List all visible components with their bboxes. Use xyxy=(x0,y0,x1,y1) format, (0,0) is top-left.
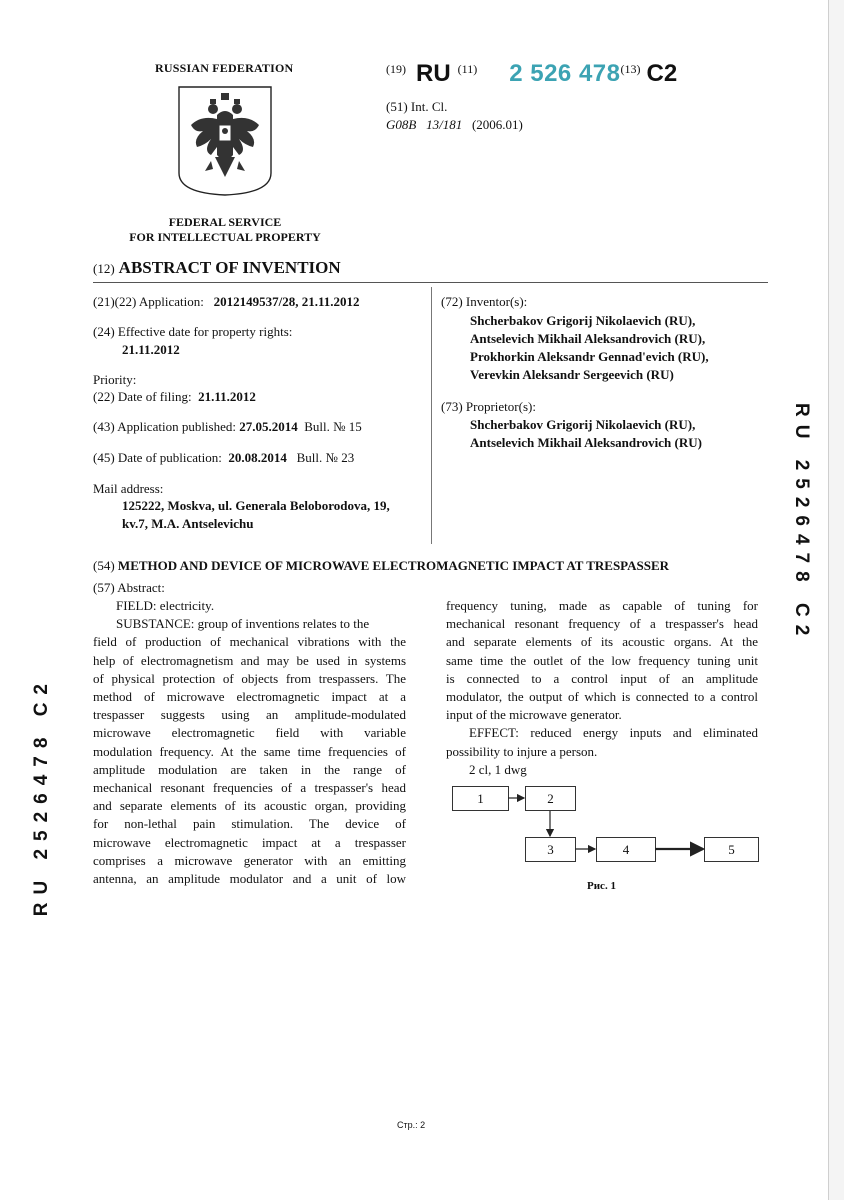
mail-address-label: Mail address: xyxy=(93,481,164,496)
effective-date-value: 21.11.2012 xyxy=(122,342,180,357)
block-5: 5 xyxy=(704,837,759,862)
application-value: 2012149537/28, 21.11.2012 xyxy=(213,294,360,309)
priority-label: Priority: xyxy=(93,372,137,387)
int-cl-version: (2006.01) xyxy=(471,117,523,132)
code-13: (13) xyxy=(620,62,641,76)
page-number: Стр.: 2 xyxy=(397,1120,426,1130)
publication-date-bulletin: Bull. № 23 xyxy=(296,450,355,465)
abstract-column-right xyxy=(446,597,758,779)
substance-line: SUBSTANCE: group of inventions relates to the xyxy=(116,616,370,632)
proprietor-item: Antselevich Mikhail Aleksandrovich (RU) xyxy=(470,435,702,450)
block-1: 1 xyxy=(452,786,509,811)
substance-line: help of electromagnetism and may be used in systems xyxy=(93,652,406,668)
title-code: (54) xyxy=(93,558,115,573)
title-text: METHOD AND DEVICE OF MICROWAVE ELECTROMAGNETIC IMPACT AT TRESPASSER xyxy=(117,558,670,573)
inventor-list xyxy=(470,312,709,384)
proprietor-list xyxy=(470,416,702,452)
code-11: (11) xyxy=(457,62,478,76)
substance-line: same time the outlet of the low frequency tuning unit xyxy=(446,652,758,668)
inventor-item: Antselevich Mikhail Aleksandrovich (RU), xyxy=(470,331,706,346)
substance-line: comprises a microwave generator with an emitting xyxy=(93,852,406,868)
side-label-right: RU 2526478 C2 xyxy=(791,403,812,644)
publication-date-field xyxy=(93,449,354,467)
figure-caption: Рис. 1 xyxy=(587,880,616,892)
patent-number: 2 526 478 xyxy=(509,60,621,87)
substance-line: microwave electromagnetic field with variable xyxy=(93,725,406,741)
patent-id-line xyxy=(386,60,677,88)
filing-date-value: 21.11.2012 xyxy=(198,389,256,404)
inventor-label: (72) Inventor(s): xyxy=(441,294,528,309)
substance-line: frequency tuning, made as capable of tuning for xyxy=(446,598,758,613)
substance-line: amplitude modulation are taken in the range of xyxy=(93,761,406,777)
effect-line: EFFECT: reduced energy inputs and eliminated xyxy=(469,725,758,741)
substance-line: is connected to a control input of an amplitude xyxy=(446,670,758,686)
column-divider xyxy=(431,287,432,544)
mail-address-line2: kv.7, M.A. Antselevichu xyxy=(122,516,254,531)
publication-date-label: (45) Date of publication: xyxy=(93,450,222,465)
substance-line: and separate elements of its acoustic organs. At the xyxy=(446,634,758,650)
state-emblem-icon xyxy=(177,85,273,197)
code-19: (19) xyxy=(386,62,406,76)
application-label: (21)(22) Application: xyxy=(93,294,204,309)
doc-type-label: ABSTRACT OF INVENTION xyxy=(118,258,341,277)
substance-line: for non-lethal pain stimulation. The device of xyxy=(93,816,406,832)
country-label: RUSSIAN FEDERATION xyxy=(155,61,294,75)
inventor-item: Verevkin Aleksandr Sergeevich (RU) xyxy=(470,367,674,382)
application-published-field xyxy=(93,418,362,436)
inventor-item: Shcherbakov Grigorij Nikolaevich (RU), xyxy=(470,313,696,328)
doc-type-code: (12) xyxy=(93,261,115,276)
substance-line: modulation frequency. At the same time frequencies of xyxy=(93,743,406,759)
block-diagram-arrows xyxy=(440,780,770,870)
side-label-left: RU 2526478 C2 xyxy=(31,676,52,917)
effective-date-label: (24) Effective date for property rights: xyxy=(93,324,293,339)
abstract-column-left xyxy=(93,597,406,888)
substance-line: of physical protection of objects from trespassers. The xyxy=(93,670,406,686)
int-cl-class: G08B 13/181 xyxy=(386,117,463,132)
substance-line: mechanical resonant frequency of a trespasser's head xyxy=(446,616,758,632)
substance-line: antenna, an amplitude modulator and a unit of low xyxy=(93,871,406,887)
filing-date-field xyxy=(93,388,256,406)
application-field xyxy=(93,293,360,311)
abstract-label: (57) Abstract: xyxy=(93,580,165,595)
effect-line: possibility to injure a person. xyxy=(446,743,598,759)
proprietor-label: (73) Proprietor(s): xyxy=(441,399,536,414)
kind-code: C2 xyxy=(646,60,678,87)
int-cl-line xyxy=(386,116,523,134)
block-2: 2 xyxy=(525,786,576,811)
block-4: 4 xyxy=(596,837,656,862)
office-code: RU xyxy=(416,60,451,87)
substance-line: modulator, the output of which is connected to a control xyxy=(446,689,758,705)
doc-type-heading xyxy=(93,258,341,278)
substance-line: microwave electromagnetic impact at a trespasser xyxy=(93,834,406,850)
mail-address-line1: 125222, Moskva, ul. Generala Beloborodova, 19, xyxy=(122,498,390,513)
substance-line: and separate elements of its acoustic organ, providing xyxy=(93,798,406,814)
substance-line: mechanical resonant frequencies of a trespasser's head xyxy=(93,780,406,796)
page-edge xyxy=(828,0,844,1200)
substance-line: trespasser suggests using an amplitude-modulated xyxy=(93,707,406,723)
invention-title xyxy=(93,558,669,574)
application-published-bulletin: Bull. № 15 xyxy=(304,419,362,434)
substance-line: method of microwave electromagnetic impact at a xyxy=(93,689,406,705)
substance-line: field of production of mechanical vibrations with the xyxy=(93,634,406,650)
field-paragraph: FIELD: electricity. xyxy=(116,598,215,613)
claims-count: 2 cl, 1 dwg xyxy=(469,761,527,777)
agency-name-line1: FEDERAL SERVICE xyxy=(168,215,282,229)
publication-date-value: 20.08.2014 xyxy=(228,450,287,465)
inventor-item: Prokhorkin Aleksandr Gennad'evich (RU), xyxy=(470,349,709,364)
block-3: 3 xyxy=(525,837,576,862)
application-published-value: 27.05.2014 xyxy=(239,419,298,434)
filing-date-label: (22) Date of filing: xyxy=(93,389,192,404)
header-rule xyxy=(93,282,768,283)
int-cl-label: (51) Int. Cl. xyxy=(386,99,448,114)
substance-line: input of the microwave generator. xyxy=(446,707,622,723)
agency-name-line2: FOR INTELLECTUAL PROPERTY xyxy=(129,230,321,244)
application-published-label: (43) Application published: xyxy=(93,419,236,434)
proprietor-item: Shcherbakov Grigorij Nikolaevich (RU), xyxy=(470,417,696,432)
